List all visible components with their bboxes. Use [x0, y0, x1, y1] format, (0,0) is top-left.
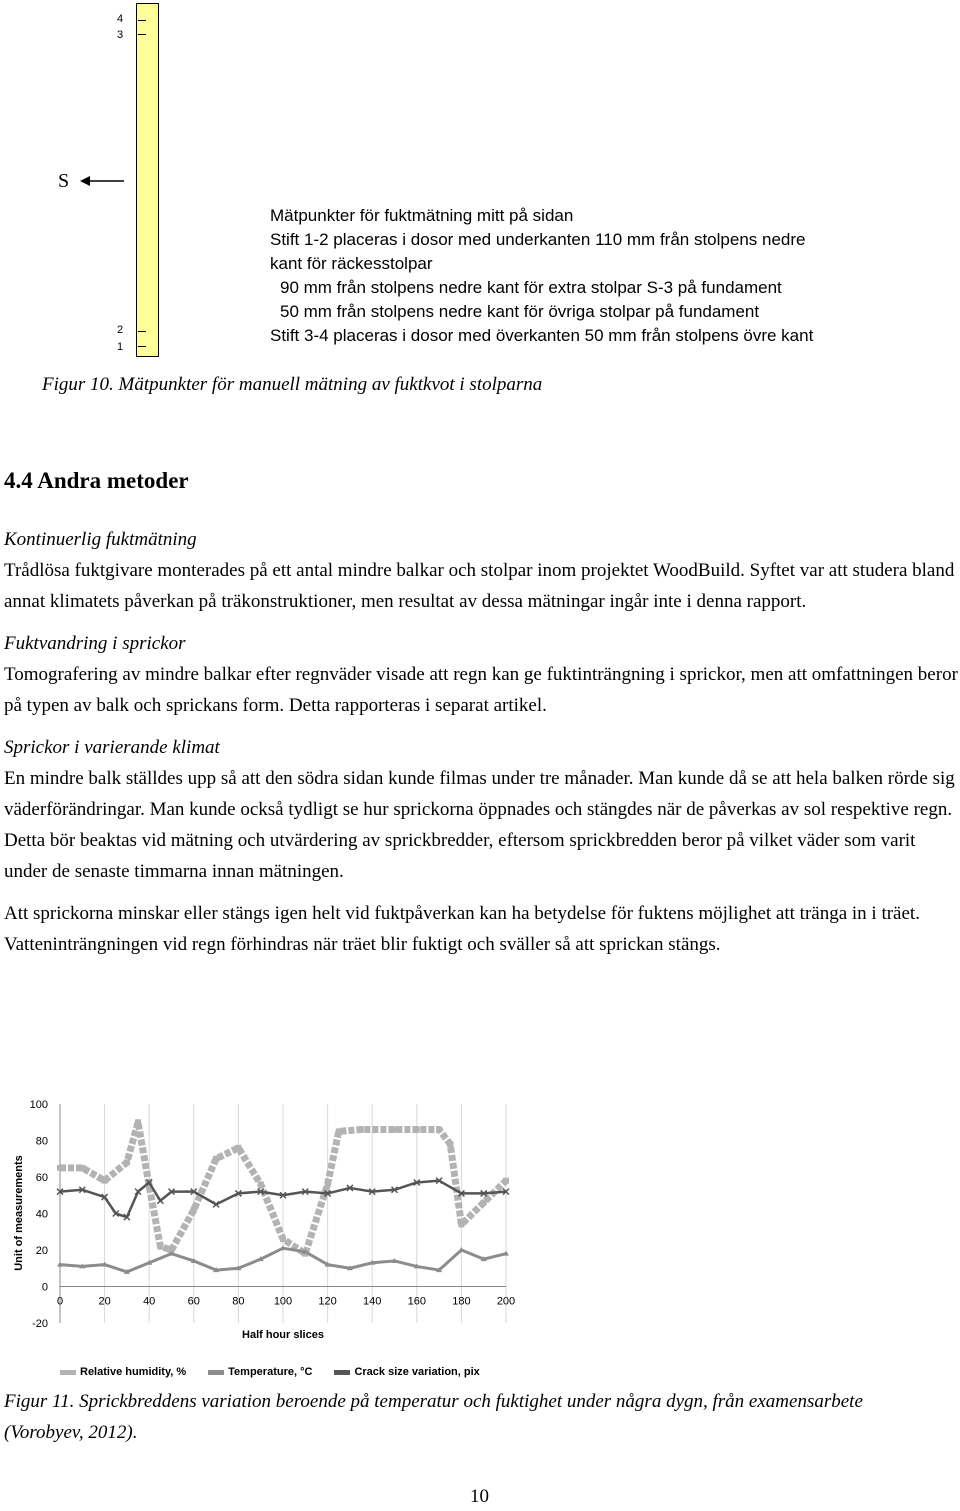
side-label: S	[58, 170, 70, 192]
legend-swatch	[208, 1370, 224, 1375]
x-tick-label: 60	[187, 1295, 200, 1308]
figure-10-description	[270, 204, 813, 348]
pin-tick	[138, 346, 146, 347]
x-tick-label: 120	[318, 1295, 337, 1308]
data-point	[79, 1165, 85, 1171]
data-point	[258, 1181, 264, 1187]
y-tick-label: 60	[35, 1172, 48, 1184]
description-line: Stift 1-2 placeras i dosor med underkanten 110 mm från stolpens nedre	[270, 230, 806, 249]
y-tick-label: 40	[35, 1208, 48, 1221]
y-tick-label: 100	[29, 1099, 48, 1111]
data-point	[213, 1156, 219, 1162]
figure-11-chart	[0, 1088, 530, 1388]
x-tick-label: 0	[56, 1295, 64, 1308]
y-axis-title: Unit of measurements	[13, 1155, 25, 1271]
y-tick-label: 20	[35, 1245, 48, 1257]
paragraph: Att sprickorna minskar eller stängs igen helt vid fuktpåverkan kan ha betydelse för fuktens möjlighet att tränga in i träet. Vatteninträngningen vid regn förhindras när träet blir fuktigt och sväller så att sprickan stängs.	[4, 903, 920, 955]
x-tick-label: 140	[363, 1295, 382, 1308]
y-tick-label: 0	[41, 1281, 48, 1294]
description-line: 90 mm från stolpens nedre kant för extra stolpar S-3 på fundament	[280, 278, 782, 297]
legend-label: Temperature, °C	[228, 1366, 313, 1378]
x-tick-label: 80	[232, 1295, 245, 1308]
x-tick-label: 20	[98, 1295, 111, 1308]
data-point	[235, 1145, 241, 1151]
pin-tick	[138, 34, 146, 35]
data-point	[325, 1181, 331, 1187]
data-point	[481, 1200, 487, 1206]
data-point	[358, 1127, 364, 1133]
legend-swatch	[334, 1370, 350, 1375]
legend-item	[60, 1366, 186, 1378]
figure-10-caption: Figur 10. Mätpunkter för manuell mätning av fuktkvot i stolparna	[42, 374, 543, 395]
chart-plot	[0, 1088, 530, 1363]
data-point	[57, 1165, 63, 1171]
paragraph: En mindre balk ställdes upp så att den södra sidan kunde filmas under tre månader. Man kunde då se att hela balken rörde sig väderförändringar. Man kunde också tydligt se hur sprickorna öppnades och stängdes när de påverkas av sol respektive regn. Detta bör beaktas vid mätning och utvärdering av sprickbredder, eftersom sprickbredden beror på vilket väder som varit under de senaste timmarna innan mätningen.	[4, 768, 955, 882]
pin-tick	[138, 331, 146, 332]
legend-item	[334, 1366, 479, 1378]
data-point	[503, 1178, 509, 1184]
subheading-moisture-in-cracks: Fuktvandring i sprickor	[4, 633, 186, 654]
page-number: 10	[470, 1486, 489, 1507]
section-heading: 4.4 Andra metoder	[4, 468, 189, 493]
legend-label: Relative humidity, %	[80, 1366, 187, 1378]
paragraph: Trådlösa fuktgivare monterades på ett antal mindre balkar och stolpar inom projektet WoodBuild. Syftet var att studera bland annat klimatets påverkan på träkonstruktioner, men resultat av dessa mätningar ingår inte i denna rapport.	[4, 560, 955, 612]
x-tick-label: 180	[452, 1295, 471, 1308]
legend-item	[208, 1366, 312, 1378]
chart-legend	[60, 1366, 480, 1378]
arrow-left-icon	[80, 174, 126, 188]
x-tick-label: 40	[143, 1295, 156, 1308]
data-point	[135, 1119, 141, 1125]
figure-11-caption: Figur 11. Sprickbreddens variation beroende på temperatur och fuktighet under några dygn, från examensarbete (Vorobyev, 2012).	[4, 1391, 863, 1443]
subheading-continuous-measurement: Kontinuerlig fuktmätning	[4, 529, 197, 550]
pin-label-4: 4	[117, 13, 124, 25]
data-point	[392, 1127, 398, 1133]
pin-label-2: 2	[117, 324, 124, 336]
section-4-4	[4, 468, 958, 971]
data-point	[447, 1141, 453, 1147]
pin-tick	[138, 20, 146, 21]
figure-10	[0, 0, 960, 400]
pin-label-1: 1	[117, 341, 124, 353]
description-line: kant för räckesstolpar	[270, 254, 433, 273]
x-tick-label: 160	[407, 1295, 426, 1308]
paragraph: Tomografering av mindre balkar efter regnväder visade att regn kan ge fuktinträngning i sprickor, men att omfattningen beror på typen av balk och sprickans form. Detta rapporteras i separat artikel.	[4, 664, 958, 716]
description-line: Stift 3-4 placeras i dosor med överkanten 50 mm från stolpens övre kant	[270, 326, 814, 345]
post-diagram	[136, 3, 159, 357]
legend-label: Crack size variation, pix	[354, 1366, 480, 1378]
x-tick-label: 100	[273, 1295, 293, 1308]
subheading-cracks-varying-climate: Sprickor i varierande klimat	[4, 737, 220, 758]
data-point	[124, 1159, 130, 1165]
x-axis-title: Half hour slices	[242, 1329, 324, 1341]
description-line: Mätpunkter för fuktmätning mitt på sidan	[270, 206, 574, 225]
y-tick-label: -20	[32, 1318, 48, 1330]
data-point	[336, 1128, 342, 1134]
data-point	[280, 1236, 286, 1242]
data-point	[102, 1178, 108, 1184]
data-point	[436, 1127, 442, 1133]
description-line: 50 mm från stolpens nedre kant för övriga stolpar på fundament	[280, 302, 760, 321]
data-point	[414, 1127, 420, 1133]
legend-swatch	[60, 1370, 76, 1375]
x-tick-label: 200	[496, 1295, 516, 1308]
y-tick-label: 80	[35, 1135, 48, 1148]
data-point	[191, 1207, 197, 1213]
pin-label-3: 3	[117, 29, 124, 41]
data-point	[157, 1243, 163, 1249]
data-point	[458, 1221, 464, 1227]
